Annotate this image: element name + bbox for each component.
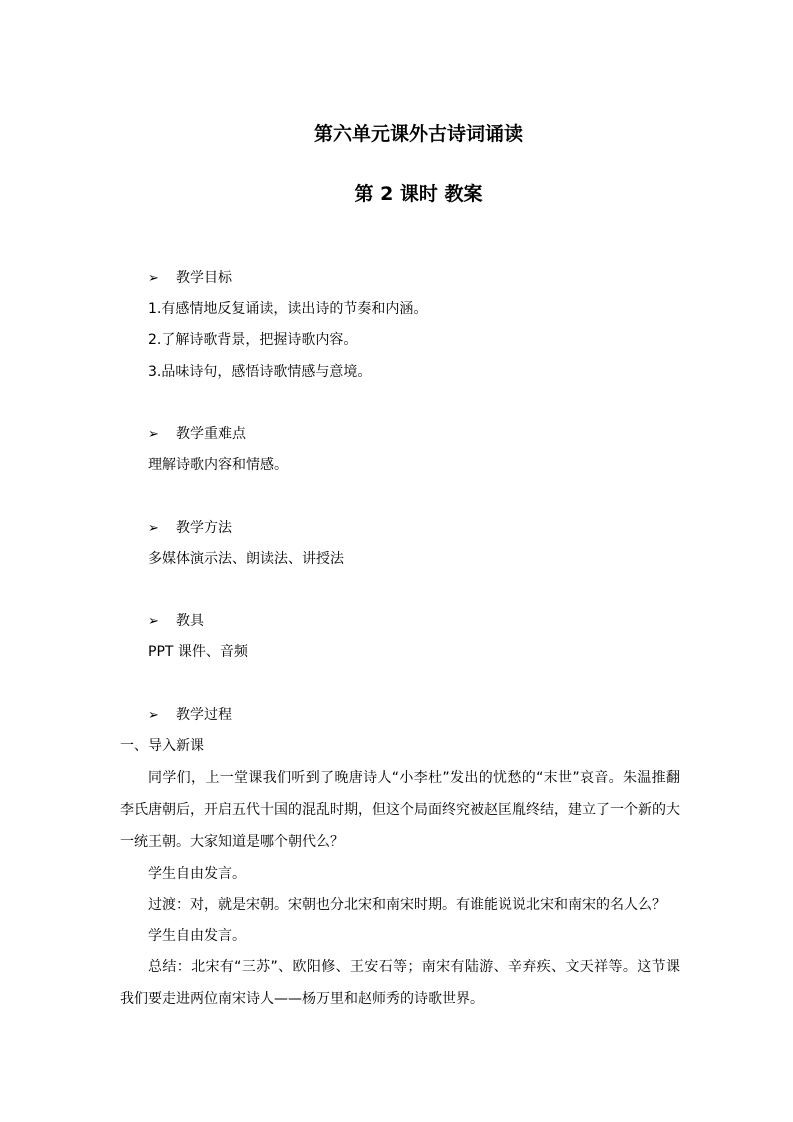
document-subtitle: 第 2 课时 教案 xyxy=(354,183,483,205)
objective-item: 3.品味诗句，感悟诗歌情感与意境。 xyxy=(148,364,372,380)
section-heading-methods xyxy=(148,518,232,539)
bullet-arrow-icon: ➢ xyxy=(148,521,159,536)
section-heading-label: 教学重难点 xyxy=(176,426,246,442)
bullet-arrow-icon: ➢ xyxy=(148,271,159,286)
section-heading-key-points xyxy=(148,424,246,445)
section-heading-tools xyxy=(148,611,204,632)
process-part-title: 一、导入新课 xyxy=(120,738,204,754)
bullet-arrow-icon: ➢ xyxy=(148,708,159,723)
section-heading-objectives xyxy=(148,268,232,289)
process-paragraph: 学生自由发言。 xyxy=(148,928,246,944)
process-paragraph: 总结：北宋有“三苏”、欧阳修、王安石等；南宋有陆游、辛弃疾、文天祥等。这节课我们要走进两位南宋诗人——杨万里和赵师秀的诗歌世界。 xyxy=(120,959,680,1007)
section-heading-label: 教学过程 xyxy=(176,707,232,723)
process-paragraph: 过渡：对，就是宋朝。宋朝也分北宋和南宋时期。有谁能说说北宋和南宋的名人么？ xyxy=(148,897,666,913)
key-points-text: 理解诗歌内容和情感。 xyxy=(148,457,288,473)
bullet-arrow-icon: ➢ xyxy=(148,427,159,442)
section-heading-process xyxy=(148,705,232,726)
section-heading-label: 教学方法 xyxy=(176,520,232,536)
section-heading-label: 教学目标 xyxy=(176,270,232,286)
tools-text: PPT 课件、音频 xyxy=(148,644,248,660)
section-heading-label: 教具 xyxy=(176,613,204,629)
methods-text: 多媒体演示法、朗读法、讲授法 xyxy=(148,551,344,567)
bullet-arrow-icon: ➢ xyxy=(148,614,159,629)
objective-item: 2.了解诗歌背景，把握诗歌内容。 xyxy=(148,332,358,348)
document-title: 第六单元课外古诗词诵读 xyxy=(313,123,523,145)
objective-item: 1.有感情地反复诵读，读出诗的节奏和内涵。 xyxy=(148,301,428,317)
process-paragraph: 学生自由发言。 xyxy=(148,866,246,882)
process-paragraph: 同学们，上一堂课我们听到了晚唐诗人“小李杜”发出的忧愁的“末世”哀音。朱温推翻李氏唐朝后，开启五代十国的混乱时期，但这个局面终究被赵匡胤终结，建立了一个新的大一统王朝。大家知道是哪个朝代么？ xyxy=(120,770,680,850)
